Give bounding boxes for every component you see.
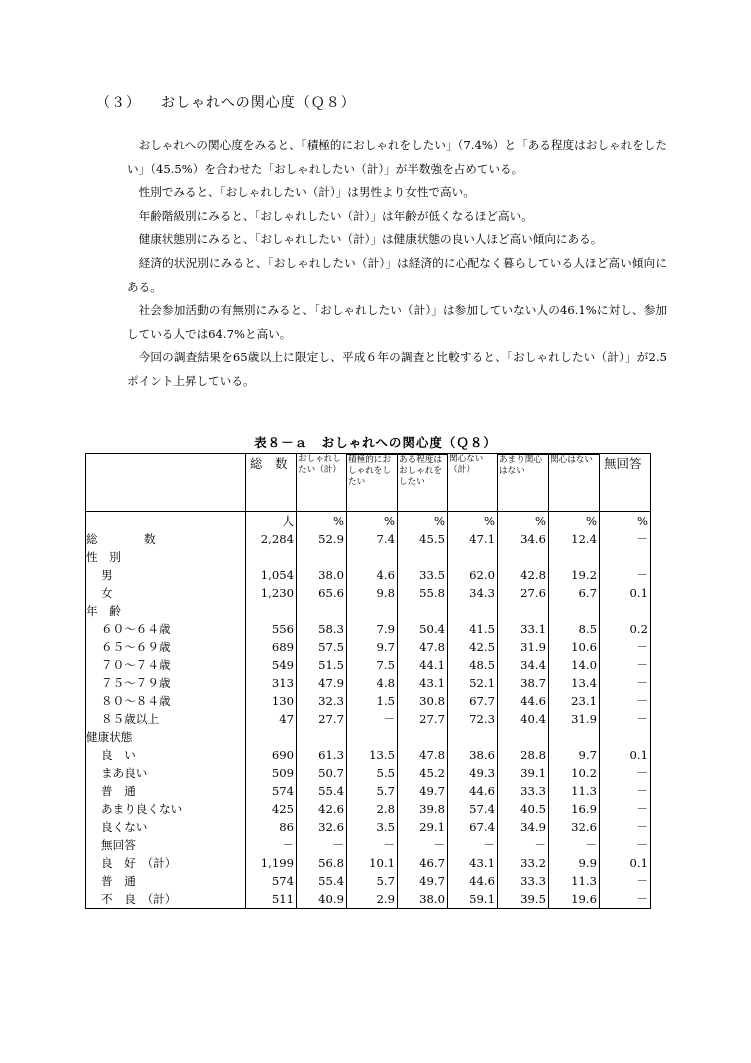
value-cell: 130 [246,692,297,710]
value-cell: 55.4 [297,782,347,800]
section-heading [96,92,356,112]
value-cell: － [600,890,651,909]
value-cell: － [600,656,651,674]
data-table [85,453,651,909]
value-cell: 62.0 [448,566,498,584]
table-row [86,710,651,728]
body-text [127,134,667,394]
value-cell: 1.5 [347,692,398,710]
value-cell: 23.1 [549,692,600,710]
value-cell: 10.2 [549,764,600,782]
value-cell [600,602,651,620]
value-cell: － [600,764,651,782]
value-cell: 509 [246,764,297,782]
value-cell: 34.3 [448,584,498,602]
header-not-interested: 関心ない（計） [448,454,498,512]
value-cell: 12.4 [549,530,600,548]
section-number: （３） [96,95,141,111]
value-cell: 34.9 [498,818,549,836]
value-cell: 43.1 [398,674,448,692]
header-none: 関心はない [549,455,600,512]
value-cell: － [398,836,448,854]
value-cell: 7.4 [347,530,398,548]
value-cell: 32.6 [549,818,600,836]
value-cell: － [600,710,651,728]
table-row [86,548,651,566]
value-cell [448,548,498,566]
unit-cell: % [498,512,549,531]
table-row [86,854,651,872]
value-cell: 52.1 [448,674,498,692]
table-row [86,728,651,746]
table-row [86,530,651,548]
value-cell: 511 [246,890,297,909]
value-cell: － [448,836,498,854]
value-cell: 5.7 [347,872,398,890]
value-cell: 1,230 [246,584,297,602]
value-cell [398,548,448,566]
value-cell: 0.1 [600,584,651,602]
value-cell [347,548,398,566]
row-label: 不 良 （計） [86,890,246,909]
value-cell: 1,199 [246,854,297,872]
table-row [86,782,651,800]
value-cell: 44.6 [498,692,549,710]
value-cell: 38.7 [498,674,549,692]
value-cell: 58.3 [297,620,347,638]
row-label: ６０～６４歳 [86,620,246,638]
header-category [86,454,246,512]
value-cell: 55.8 [398,584,448,602]
paragraph: 性別でみると、「おしゃれしたい（計）」は男性より女性で高い。 [138,185,475,200]
value-cell: 7.9 [347,620,398,638]
table-row [86,638,651,656]
value-cell: － [600,800,651,818]
value-cell: 49.7 [398,872,448,890]
value-cell: 55.4 [297,872,347,890]
value-cell: 0.1 [600,854,651,872]
value-cell: 31.9 [498,638,549,656]
value-cell: 56.8 [297,854,347,872]
value-cell: 574 [246,782,297,800]
value-cell: － [498,836,549,854]
value-cell: 50.7 [297,764,347,782]
value-cell: 10.6 [549,638,600,656]
units-row [86,512,651,531]
value-cell: 42.6 [297,800,347,818]
value-cell: 33.5 [398,566,448,584]
value-cell: 14.0 [549,656,600,674]
row-label: 無回答 [86,836,246,854]
row-label: ７０～７４歳 [86,656,246,674]
row-label: 良 好 （計） [86,854,246,872]
value-cell: － [246,836,297,854]
value-cell: 34.4 [498,656,549,674]
row-label: 性 別 [86,548,246,566]
value-cell: 40.9 [297,890,347,909]
value-cell: 11.3 [549,782,600,800]
value-cell: 27.6 [498,584,549,602]
value-cell: 51.5 [297,656,347,674]
value-cell: － [600,692,651,710]
unit-cell: % [600,512,651,531]
row-label: ７５～７９歳 [86,674,246,692]
value-cell [448,728,498,746]
value-cell: 38.6 [448,746,498,764]
table-row [86,890,651,909]
value-cell [347,602,398,620]
value-cell: － [297,836,347,854]
table-row [86,692,651,710]
table-row [86,764,651,782]
value-cell: － [600,818,651,836]
value-cell: 8.5 [549,620,600,638]
value-cell: 45.2 [398,764,448,782]
value-cell [297,602,347,620]
value-cell [498,602,549,620]
unit-cell: % [448,512,498,531]
table-body [86,512,651,909]
value-cell: 39.1 [498,764,549,782]
value-cell: 33.3 [498,872,549,890]
value-cell: 27.7 [297,710,347,728]
value-cell: 39.5 [498,890,549,909]
value-cell: 9.7 [347,638,398,656]
value-cell: － [347,710,398,728]
value-cell: 2.9 [347,890,398,909]
value-cell: 1,054 [246,566,297,584]
value-cell: 57.5 [297,638,347,656]
value-cell: 2,284 [246,530,297,548]
value-cell: － [600,530,651,548]
value-cell [246,728,297,746]
value-cell: 690 [246,746,297,764]
value-cell: 4.6 [347,566,398,584]
paragraph: 健康状態別にみると、「おしゃれしたい（計）」は健康状態の良い人ほど高い傾向にある。 [138,232,603,247]
value-cell: 10.1 [347,854,398,872]
unit-cell: % [347,512,398,531]
value-cell: 45.5 [398,530,448,548]
unit-cell: 人 [246,512,297,531]
row-label: 総 数 [86,530,246,548]
value-cell: 32.3 [297,692,347,710]
table-row [86,836,651,854]
row-label: 健康状態 [86,728,246,746]
value-cell [246,548,297,566]
table-row [86,746,651,764]
row-label: ６５～６９歳 [86,638,246,656]
row-label: ８５歳以上 [86,710,246,728]
value-cell: 28.8 [498,746,549,764]
value-cell [448,602,498,620]
value-cell: 5.7 [347,782,398,800]
section-title: おしゃれへの関心度（Ｑ８） [161,95,356,111]
value-cell: 689 [246,638,297,656]
value-cell: 49.3 [448,764,498,782]
row-label: あまり良くない [86,800,246,818]
value-cell: 549 [246,656,297,674]
value-cell: 4.8 [347,674,398,692]
table-row [86,674,651,692]
value-cell: 3.5 [347,818,398,836]
table-row [86,656,651,674]
value-cell: 13.4 [549,674,600,692]
value-cell: 47.8 [398,638,448,656]
row-label: 普 通 [86,782,246,800]
unit-cell: % [297,512,347,531]
value-cell: 46.7 [398,854,448,872]
value-cell: 50.4 [398,620,448,638]
value-cell: 9.7 [549,746,600,764]
header-not-much: あまり関心はない [498,455,549,512]
value-cell [498,728,549,746]
value-cell: 38.0 [297,566,347,584]
value-cell: 0.2 [600,620,651,638]
table-row [86,602,651,620]
units-label [86,512,246,531]
value-cell: 0.1 [600,746,651,764]
row-label: まあ良い [86,764,246,782]
value-cell [549,602,600,620]
table-row [86,800,651,818]
row-label: 男 [86,566,246,584]
value-cell: 574 [246,872,297,890]
table-row [86,566,651,584]
value-cell: 13.5 [347,746,398,764]
header-want: おしゃれしたい（計） [297,454,347,512]
value-cell: 313 [246,674,297,692]
value-cell [246,602,297,620]
value-cell: 11.3 [549,872,600,890]
paragraph: 今回の調査結果を65歳以上に限定し、平成６年の調査と比較すると、「おしゃれしたい（計）」が2.5ポイント上昇している。 [127,350,667,388]
row-label: 普 通 [86,872,246,890]
value-cell: 33.1 [498,620,549,638]
value-cell: 425 [246,800,297,818]
value-cell: － [600,872,651,890]
row-label: 年 齢 [86,602,246,620]
value-cell: － [549,836,600,854]
value-cell: 33.2 [498,854,549,872]
value-cell: 39.8 [398,800,448,818]
value-cell [498,548,549,566]
paragraph: 社会参加活動の有無別にみると、「おしゃれしたい（計）」は参加していない人の46.1%に対し、参加している人では64.7%と高い。 [127,303,667,341]
value-cell: 29.1 [398,818,448,836]
value-cell: 49.7 [398,782,448,800]
value-cell: 52.9 [297,530,347,548]
value-cell: 47.1 [448,530,498,548]
unit-cell: % [549,512,600,531]
value-cell: 19.6 [549,890,600,909]
value-cell [549,728,600,746]
value-cell: 41.5 [448,620,498,638]
table-row [86,872,651,890]
value-cell: 48.5 [448,656,498,674]
value-cell: 556 [246,620,297,638]
value-cell: 40.5 [498,800,549,818]
value-cell [600,548,651,566]
value-cell: 67.4 [448,818,498,836]
value-cell: 7.5 [347,656,398,674]
table-row [86,818,651,836]
value-cell [297,548,347,566]
value-cell: 9.8 [347,584,398,602]
value-cell: － [600,566,651,584]
value-cell: 27.7 [398,710,448,728]
value-cell: 42.8 [498,566,549,584]
header-total: 総 数 [246,454,297,512]
row-label: ８０～８４歳 [86,692,246,710]
value-cell [398,728,448,746]
header-no-answer: 無回答 [600,454,651,512]
value-cell: 31.9 [549,710,600,728]
value-cell [398,602,448,620]
row-label: 女 [86,584,246,602]
paragraph: 年齢階級別にみると、「おしゃれしたい（計）」は年齢が低くなるほど高い。 [138,208,533,223]
value-cell: 32.6 [297,818,347,836]
value-cell: 65.6 [297,584,347,602]
value-cell: 67.7 [448,692,498,710]
value-cell [549,548,600,566]
value-cell: 44.1 [398,656,448,674]
value-cell: 42.5 [448,638,498,656]
table-title: 表８－ａ おしゃれへの関心度（Ｑ８） [254,435,497,450]
value-cell [600,728,651,746]
row-label: 良 い [86,746,246,764]
value-cell: 33.3 [498,782,549,800]
value-cell: 38.0 [398,890,448,909]
value-cell: 40.4 [498,710,549,728]
value-cell: 34.6 [498,530,549,548]
value-cell: 6.7 [549,584,600,602]
value-cell: 47.9 [297,674,347,692]
value-cell: 57.4 [448,800,498,818]
value-cell [347,728,398,746]
value-cell [297,728,347,746]
value-cell: 43.1 [448,854,498,872]
value-cell: 30.8 [398,692,448,710]
value-cell: 61.3 [297,746,347,764]
paragraph: おしゃれへの関心度をみると、「積極的におしゃれをしたい」（7.4%）と「ある程度はおしゃれをしたい」（45.5%）を合わせた「おしゃれしたい（計）」が半数強を占めている。 [127,138,667,176]
value-cell: 47.8 [398,746,448,764]
value-cell: 86 [246,818,297,836]
value-cell: 9.9 [549,854,600,872]
value-cell: 59.1 [448,890,498,909]
value-cell: 44.6 [448,782,498,800]
row-label: 良くない [86,818,246,836]
value-cell: 2.8 [347,800,398,818]
header-want-some: ある程度はおしゃれをしたい [398,455,448,512]
value-cell: 16.9 [549,800,600,818]
paragraph: 経済的状況別にみると、「おしゃれしたい（計）」は経済的に心配なく暮らしている人ほど高い傾向にある。 [127,255,667,294]
value-cell: － [347,836,398,854]
value-cell: － [600,782,651,800]
value-cell: － [600,674,651,692]
unit-cell: % [398,512,448,531]
table-row [86,620,651,638]
value-cell: 44.6 [448,872,498,890]
value-cell: 47 [246,710,297,728]
value-cell: 19.2 [549,566,600,584]
value-cell: 5.5 [347,764,398,782]
value-cell: － [600,638,651,656]
header-want-active: 積極的におしゃれをしたい [347,455,398,512]
value-cell: － [600,836,651,854]
table-row [86,584,651,602]
value-cell: 72.3 [448,710,498,728]
